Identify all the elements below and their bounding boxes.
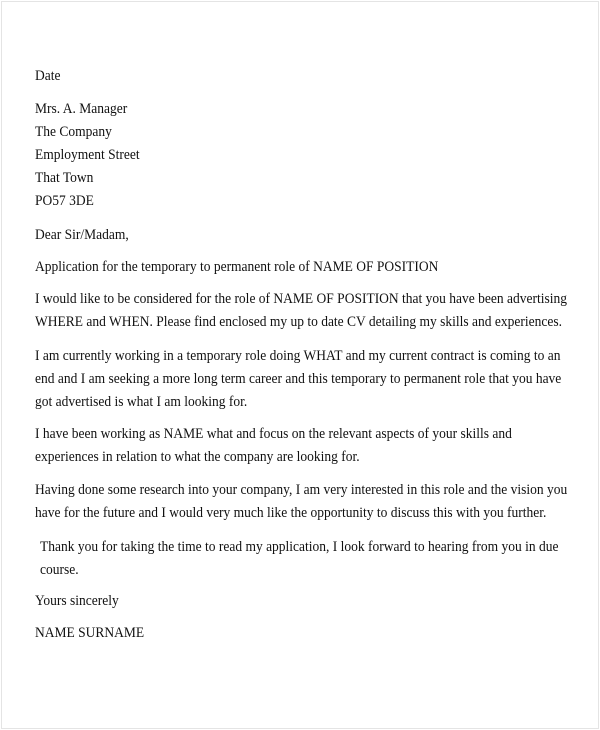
letter-page (1, 1, 599, 729)
recipient-town: That Town (35, 170, 94, 186)
closing: Yours sincerely (35, 593, 119, 609)
paragraph-line: end and I am seeking a more long term career and this temporary to permanent role that you have (35, 371, 562, 387)
paragraph-line: I would like to be considered for the role of NAME OF POSITION that you have been advertising (35, 291, 568, 307)
paragraph-line: Having done some research into your company, I am very interested in this role and the vision you (35, 482, 568, 498)
salutation: Dear Sir/Madam, (35, 227, 129, 243)
date-line: Date (35, 68, 61, 84)
paragraph-line: WHERE and WHEN. Please find enclosed my up to date CV detailing my skills and experiences. (35, 314, 563, 330)
paragraph-line: Thank you for taking the time to read my application, I look forward to hearing from you in due (40, 539, 559, 555)
recipient-company: The Company (35, 124, 112, 140)
paragraph-line: I have been working as NAME what and focus on the relevant aspects of your skills and (35, 426, 512, 442)
paragraph-line: got advertised is what I am looking for. (35, 394, 248, 410)
signature-name: NAME SURNAME (35, 625, 145, 641)
recipient-street: Employment Street (35, 147, 140, 163)
recipient-postcode: PO57 3DE (35, 193, 94, 209)
paragraph-line: experiences in relation to what the company are looking for. (35, 449, 360, 465)
paragraph-line: have for the future and I would very much like the opportunity to discuss this with you further. (35, 505, 547, 521)
recipient-name: Mrs. A. Manager (35, 101, 128, 117)
paragraph-line: course. (40, 562, 79, 578)
subject-line: Application for the temporary to permanent role of NAME OF POSITION (35, 259, 439, 275)
paragraph-line: I am currently working in a temporary role doing WHAT and my current contract is coming to an (35, 348, 561, 364)
